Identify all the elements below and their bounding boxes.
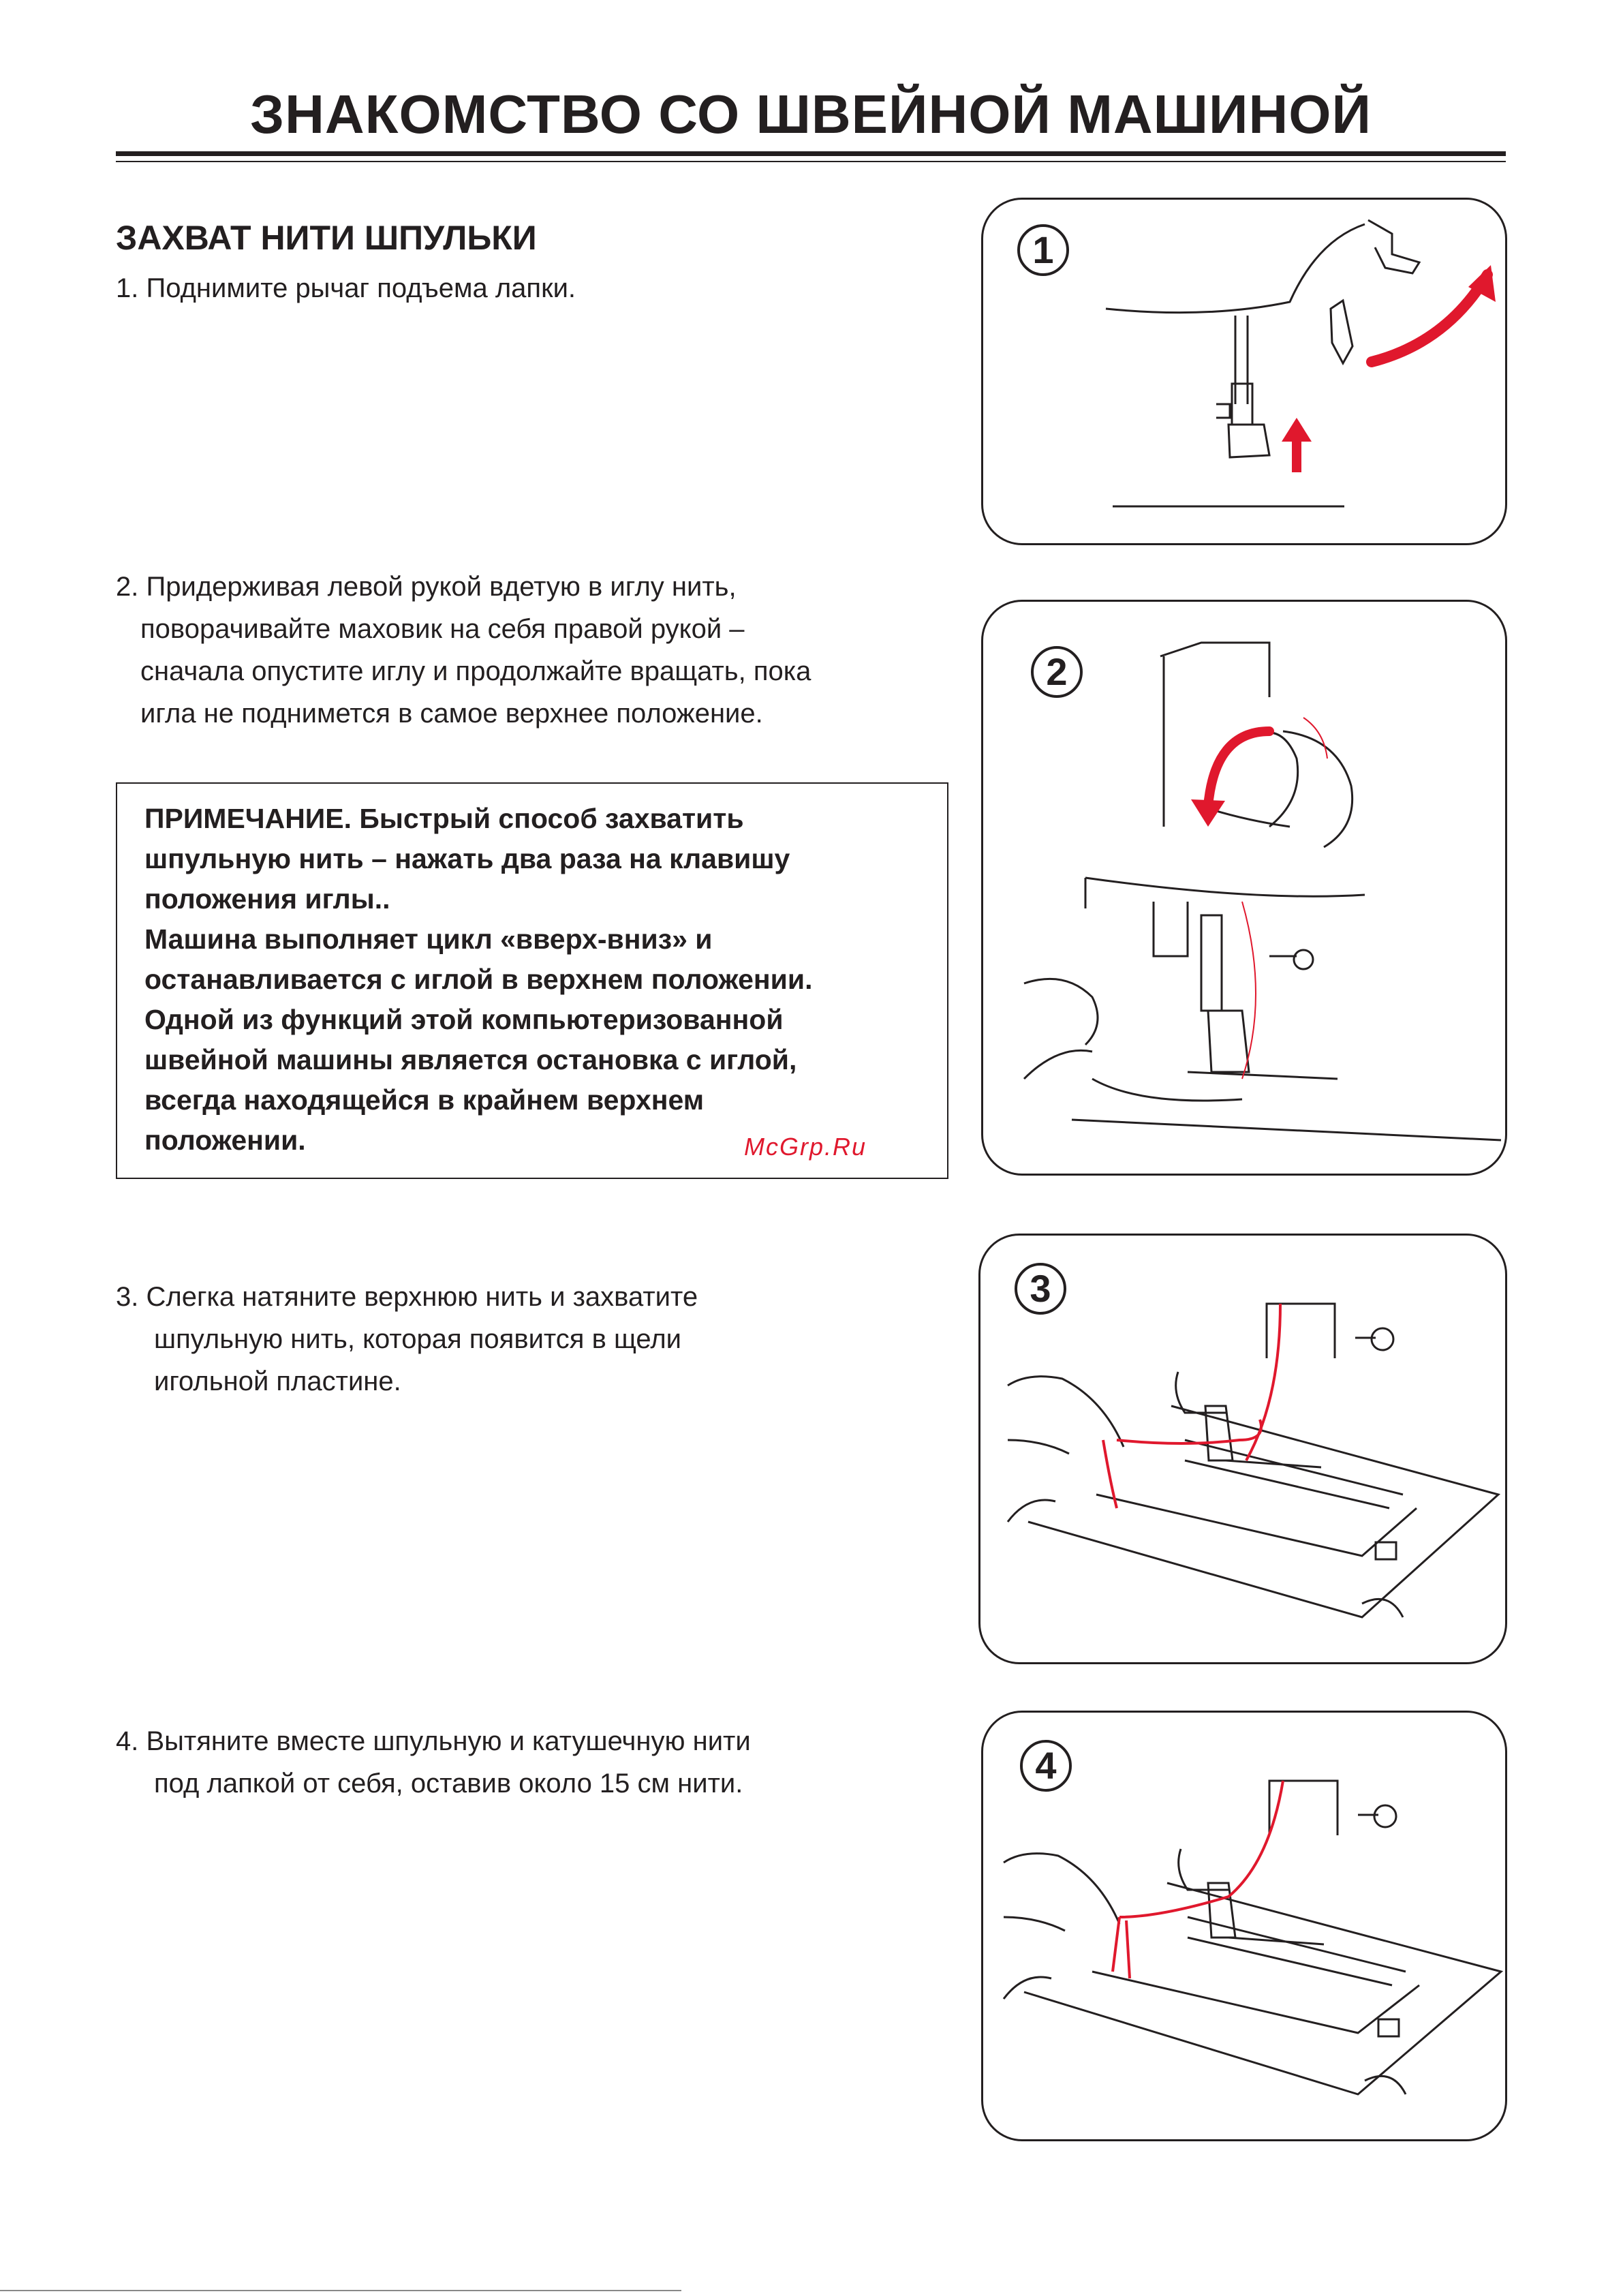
step-3-line: игольной пластине. [154, 1366, 401, 1396]
note-line: Одной из функций этой компьютеризованной [144, 1004, 784, 1035]
figure-3-panel [978, 1234, 1507, 1664]
step-3-line: 3. Слегка натяните верхнюю нить и захватите [116, 1282, 698, 1312]
step-3-text [116, 1276, 698, 1403]
note-line: останавливается с иглой в верхнем положении. [144, 964, 813, 995]
page-bottom-rule [0, 2290, 681, 2291]
step-1-text [116, 267, 576, 309]
title-rule [116, 151, 1506, 156]
page-title: ЗНАКОМСТВО СО ШВЕЙНОЙ МАШИНОЙ [249, 84, 1372, 144]
step-4-text [116, 1720, 751, 1805]
figure-1-badge: 1 [1017, 224, 1069, 276]
step-2-line: 2. Придерживая левой рукой вдетую в иглу нить, [116, 572, 737, 602]
figure-3-badge: 3 [1015, 1263, 1066, 1315]
watermark: McGrp.Ru [744, 1133, 867, 1161]
step-4-line: под лапкой от себя, оставив около 15 см нити. [154, 1769, 743, 1798]
section-title: ЗАХВАТ НИТИ ШПУЛЬКИ [116, 219, 537, 257]
step-2-text [116, 566, 811, 735]
step-1-line: 1. Поднимите рычаг подъема лапки. [116, 273, 576, 303]
note-line: положения иглы.. [144, 883, 390, 915]
note-line: швейной машины является остановка с иглой, [144, 1044, 797, 1075]
note-line: шпульную нить – нажать два раза на клавишу [144, 843, 790, 874]
figure-1-panel [981, 198, 1507, 545]
step-3-line: шпульную нить, которая появится в щели [154, 1324, 682, 1354]
figure-2-badge: 2 [1031, 646, 1083, 698]
note-line: ПРИМЕЧАНИЕ. Быстрый способ захватить [144, 803, 744, 834]
note-line: всегда находящейся в крайнем верхнем [144, 1084, 705, 1116]
figure-4-badge: 4 [1020, 1740, 1072, 1792]
title-rule-thin [116, 161, 1506, 162]
step-2-line: игла не поднимется в самое верхнее положение. [140, 699, 763, 729]
step-2-line: сначала опустите иглу и продолжайте вращать, пока [140, 656, 812, 686]
step-4-line: 4. Вытяните вместе шпульную и катушечную нити [116, 1726, 751, 1756]
note-text [144, 799, 812, 1161]
note-line: Машина выполняет цикл «вверх-вниз» и [144, 923, 713, 955]
figure-4-panel [981, 1711, 1507, 2141]
figure-2-panel [981, 600, 1507, 1176]
note-box [116, 782, 948, 1179]
step-2-line: поворачивайте маховик на себя правой рукой – [140, 614, 745, 644]
note-line: положении. [144, 1124, 306, 1156]
